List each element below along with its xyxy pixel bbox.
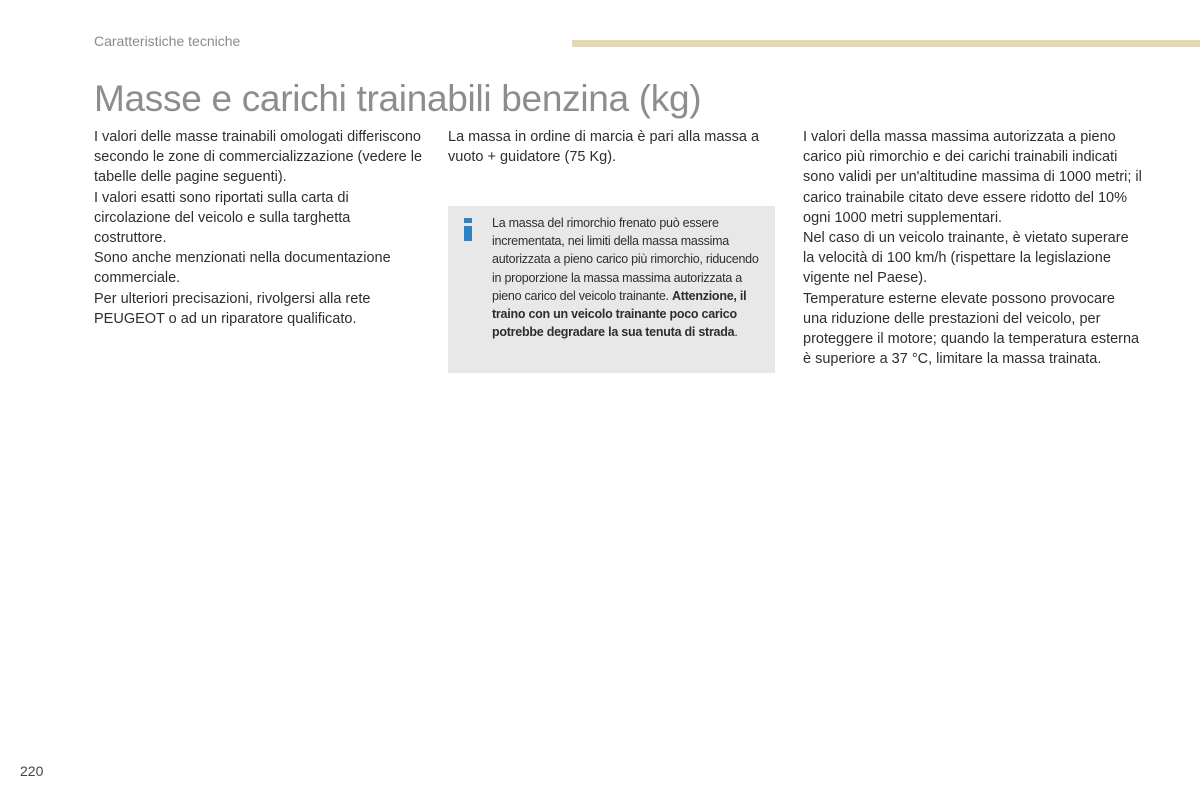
page-number: 220 xyxy=(20,763,44,779)
text-column-1 xyxy=(94,127,424,329)
info-text xyxy=(492,214,768,341)
info-text-end: . xyxy=(734,325,738,340)
paragraph: Nel caso di un veicolo trainante, è vietato superare la velocità di 100 km/h (rispettare la legislazione vigente nel Paese). xyxy=(803,230,1129,287)
header-accent-bar xyxy=(572,40,1200,47)
paragraph: Temperature esterne elevate possono provocare una riduzione delle prestazioni del veicolo, per proteggere il motore; quando la temperatura esterna è superiore a 37 °C, limitare la massa trainata. xyxy=(803,290,1140,368)
text-column-2 xyxy=(448,127,778,167)
info-text-normal: La massa del rimorchio frenato può essere incrementata, nei limiti della massa massima autorizzata a pieno carico più rimorchio, riducendo in proporzione la massa massima autorizzata a pieno carico del veicolo trainante. xyxy=(492,216,759,303)
text-column-3 xyxy=(803,127,1143,369)
page-title: Masse e carichi trainabili benzina (kg) xyxy=(94,78,702,119)
paragraph: I valori della massa massima autorizzata a pieno carico più rimorchio e dei carichi trainabili indicati sono validi per un'altitudine massima di 1000 metri; il carico trainabile citato deve essere ridotto del 10% ogni 1000 metri supplementari. xyxy=(803,129,1142,226)
info-box xyxy=(448,206,775,373)
paragraph: I valori delle masse trainabili omologati differiscono secondo le zone di commercializzazione (vedere le tabelle delle pagine seguenti). xyxy=(94,129,423,186)
paragraph: I valori esatti sono riportati sulla carta di circolazione del veicolo e sulla targhetta costruttore. xyxy=(94,189,351,247)
info-text-bold: Attenzione, il traino con un veicolo trainante poco carico potrebbe degradare la sua tenuta di strada xyxy=(492,288,747,340)
paragraph: La massa in ordine di marcia è pari alla massa a vuoto + guidatore (75 Kg). xyxy=(448,129,760,166)
header-section-title: Caratteristiche tecniche xyxy=(94,33,241,49)
info-icon xyxy=(464,218,472,238)
paragraph: Per ulteriori precisazioni, rivolgersi alla rete PEUGEOT o ad un riparatore qualificato. xyxy=(94,290,371,327)
paragraph: Sono anche menzionati nella documentazione commerciale. xyxy=(94,250,391,287)
